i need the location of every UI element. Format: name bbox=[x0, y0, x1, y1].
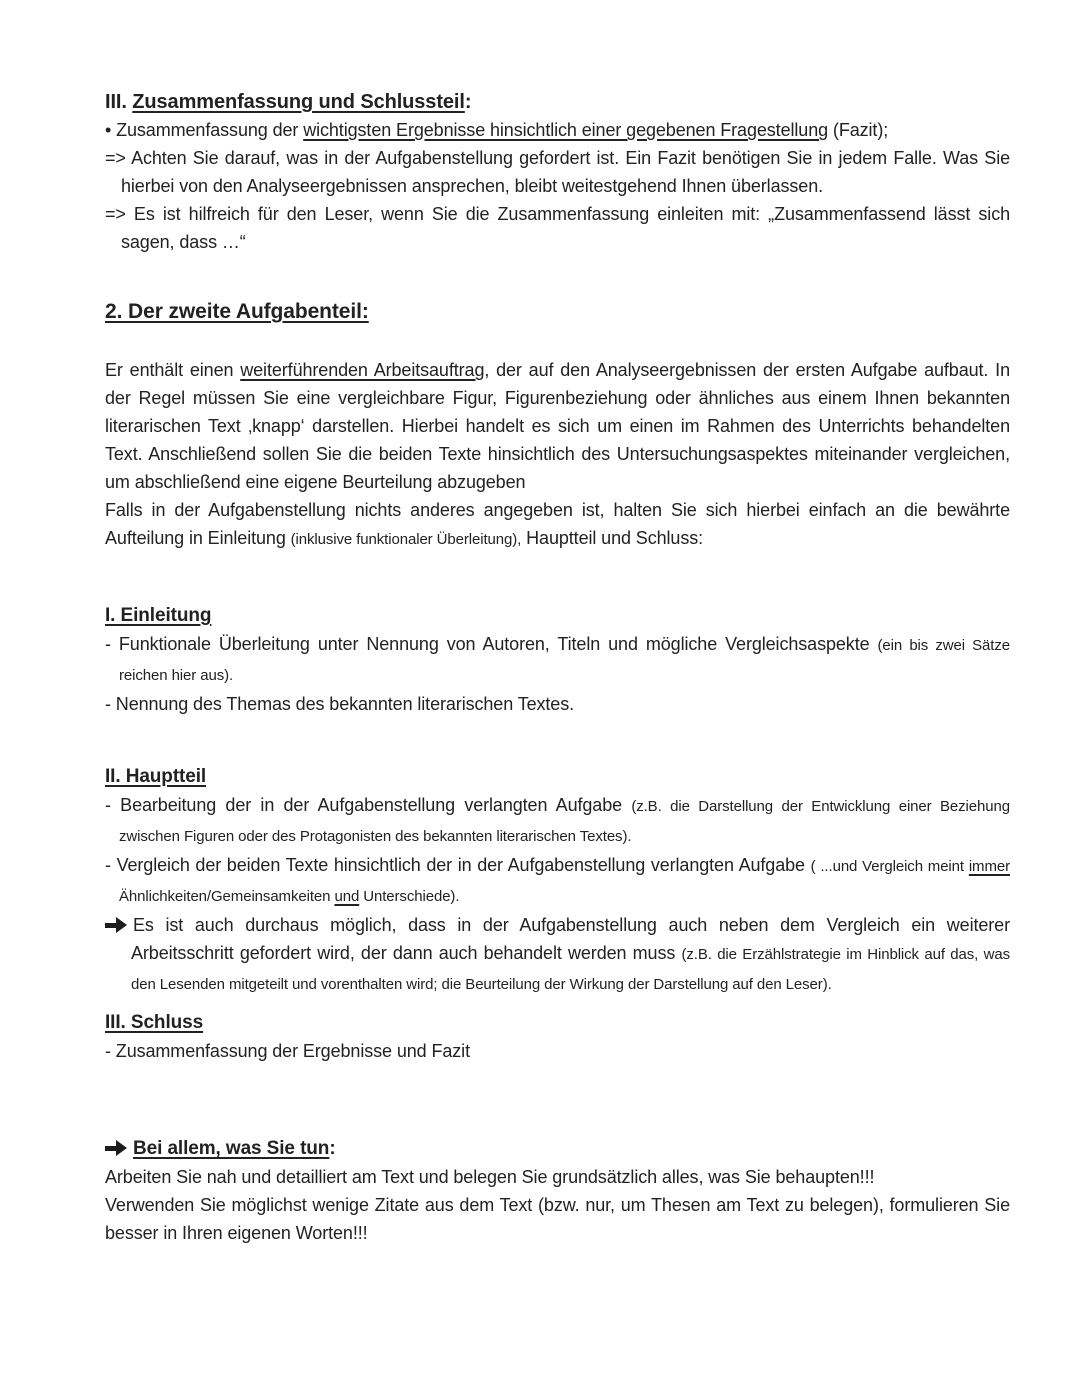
text-run: Arbeiten Sie nah und detailliert am Text und belegen Sie grundsätzlich alles, was Sie behaupten!!! bbox=[105, 1167, 875, 1187]
list-item-zusammenfassung-und-fazit bbox=[105, 1037, 1010, 1065]
heading-bei-allem-was-sie-tun bbox=[105, 1135, 1010, 1163]
text-run: Hauptteil und Schluss: bbox=[521, 528, 704, 548]
text-run: (z.B. die Erzählstrategie im Hinblick auf das, was den Lesenden mitgeteilt und vorenthalten wird; die Beurteilung der Wirkung der Darstellung auf den Leser). bbox=[131, 946, 1010, 993]
text-run: Zusammenfassung und Schlussteil bbox=[132, 91, 465, 113]
list-item-vergleich-der-texte bbox=[105, 851, 1010, 911]
heading-hauptteil bbox=[105, 763, 1010, 791]
text-run: III. Schluss bbox=[105, 1012, 204, 1033]
text-run: Ähnlichkeiten/Gemeinsamkeiten bbox=[119, 888, 335, 905]
text-run: (Fazit); bbox=[828, 120, 889, 140]
advice-belegen-sie-alles bbox=[105, 1163, 1010, 1191]
text-run: immer bbox=[968, 858, 1010, 875]
text-run: - Vergleich der beiden Texte hinsichtlich der in der Aufgabenstellung verlangten Aufgabe bbox=[105, 855, 811, 875]
text-run: • Zusammenfassung der bbox=[105, 120, 304, 140]
text-run: II. Hauptteil bbox=[105, 766, 207, 787]
text-run: weiterführenden Arbeitsauftrag bbox=[240, 360, 485, 380]
list-item-bearbeitung-der-aufgabe bbox=[105, 791, 1010, 851]
text-run: I. Einleitung bbox=[105, 605, 212, 626]
text-run: Verwenden Sie möglichst wenige Zitate aus dem Text (bzw. nur, um Thesen am Text zu belegen), formulieren Sie besser in Ihren eigenen Worten!!! bbox=[105, 1195, 1010, 1243]
arrow-right-icon bbox=[105, 917, 127, 932]
text-run: Er enthält einen bbox=[105, 360, 241, 380]
arrow-right-icon bbox=[105, 1140, 127, 1155]
text-run: => Es ist hilfreich für den Leser, wenn Sie die Zusammenfassung einleiten mit: „Zusammenfassend lässt sich sagen, dass …“ bbox=[105, 204, 1010, 252]
text-run: , der auf den Analyseergebnissen der ersten Aufgabe aufbaut. In der Regel müssen Sie eine vergleichbare Figur, Figurenbeziehung oder ähnliches aus einem Ihnen bekannten literarischen Text ‚knapp‘ darstellen. Hierbei handelt es sich um einen im Rahmen des Unterrichts behandelten Text. Anschließend sollen Sie die beiden Texte hinsichtlich des Untersuchungsaspektes miteinander vergleichen, um abschließend eine eigene Beurteilung abzugeben bbox=[105, 360, 1010, 492]
list-item-nennung-des-themas bbox=[105, 690, 1010, 718]
heading-schluss bbox=[105, 1009, 1010, 1037]
arrow-note-weiterer-arbeitsschritt bbox=[131, 911, 1010, 999]
text-run: - Nennung des Themas des bekannten literarischen Textes. bbox=[105, 694, 575, 714]
note-achten-sie-darauf bbox=[105, 144, 1010, 200]
text-run: Es ist auch durchaus möglich, dass in der Aufgabenstellung auch neben dem Vergleich ein weiterer Arbeitsschritt gefordert wird, der dann auch behandelt werden muss bbox=[131, 915, 1010, 963]
paragraph-weiterfuehrender-arbeitsauftrag bbox=[105, 356, 1010, 496]
text-run: : bbox=[464, 91, 472, 113]
heading-zusammenfassung-und-schlussteil bbox=[105, 88, 1010, 116]
list-item-funktionale-ueberleitung bbox=[105, 630, 1010, 690]
note-zusammenfassung-einleiten bbox=[105, 200, 1010, 256]
text-run: - Zusammenfassung der Ergebnisse und Fazit bbox=[105, 1041, 470, 1061]
heading-der-zweite-aufgabenteil bbox=[105, 298, 1010, 326]
text-run: III. bbox=[105, 91, 133, 113]
text-run: (ein bis zwei Sätze reichen hier aus). bbox=[119, 637, 1010, 684]
text-run: und bbox=[334, 888, 360, 905]
bullet-item-fazit bbox=[105, 116, 1010, 144]
text-run: Unterschiede). bbox=[359, 888, 460, 905]
text-run: Bei allem, was Sie tun bbox=[133, 1138, 330, 1159]
text-run: (inklusive funktionaler Überleitung), bbox=[290, 531, 522, 548]
text-run: 2. Der zweite Aufgabenteil: bbox=[105, 300, 369, 323]
text-run: - Bearbeitung der in der Aufgabenstellung verlangten Aufgabe bbox=[105, 795, 632, 815]
text-run: : bbox=[329, 1138, 336, 1159]
text-run: wichtigsten Ergebnisse hinsichtlich einer gegebenen Fragestellung bbox=[303, 120, 829, 140]
text-run: - Funktionale Überleitung unter Nennung von Autoren, Titeln und mögliche Vergleichsaspekte bbox=[105, 634, 878, 654]
text-run: ( ...und Vergleich meint bbox=[810, 858, 969, 875]
heading-einleitung bbox=[105, 602, 1010, 630]
paragraph-aufteilung-einleitung-hauptteil-schluss bbox=[105, 496, 1010, 554]
text-run: Falls in der Aufgabenstellung nichts anderes angegeben ist, halten Sie sich hierbei einfach an die bewährte Aufteilung in Einleitung bbox=[105, 500, 1010, 548]
text-run: (z.B. die Darstellung der Entwicklung einer Beziehung zwischen Figuren oder des Protagonisten des bekannten literarischen Textes). bbox=[119, 798, 1010, 845]
advice-wenige-zitate bbox=[105, 1191, 1010, 1247]
text-run: => Achten Sie darauf, was in der Aufgabenstellung gefordert ist. Ein Fazit benötigen Sie in jedem Falle. Was Sie hierbei von den Analyseergebnissen ansprechen, bleibt weitestgehend Ihnen überlassen. bbox=[105, 148, 1010, 196]
